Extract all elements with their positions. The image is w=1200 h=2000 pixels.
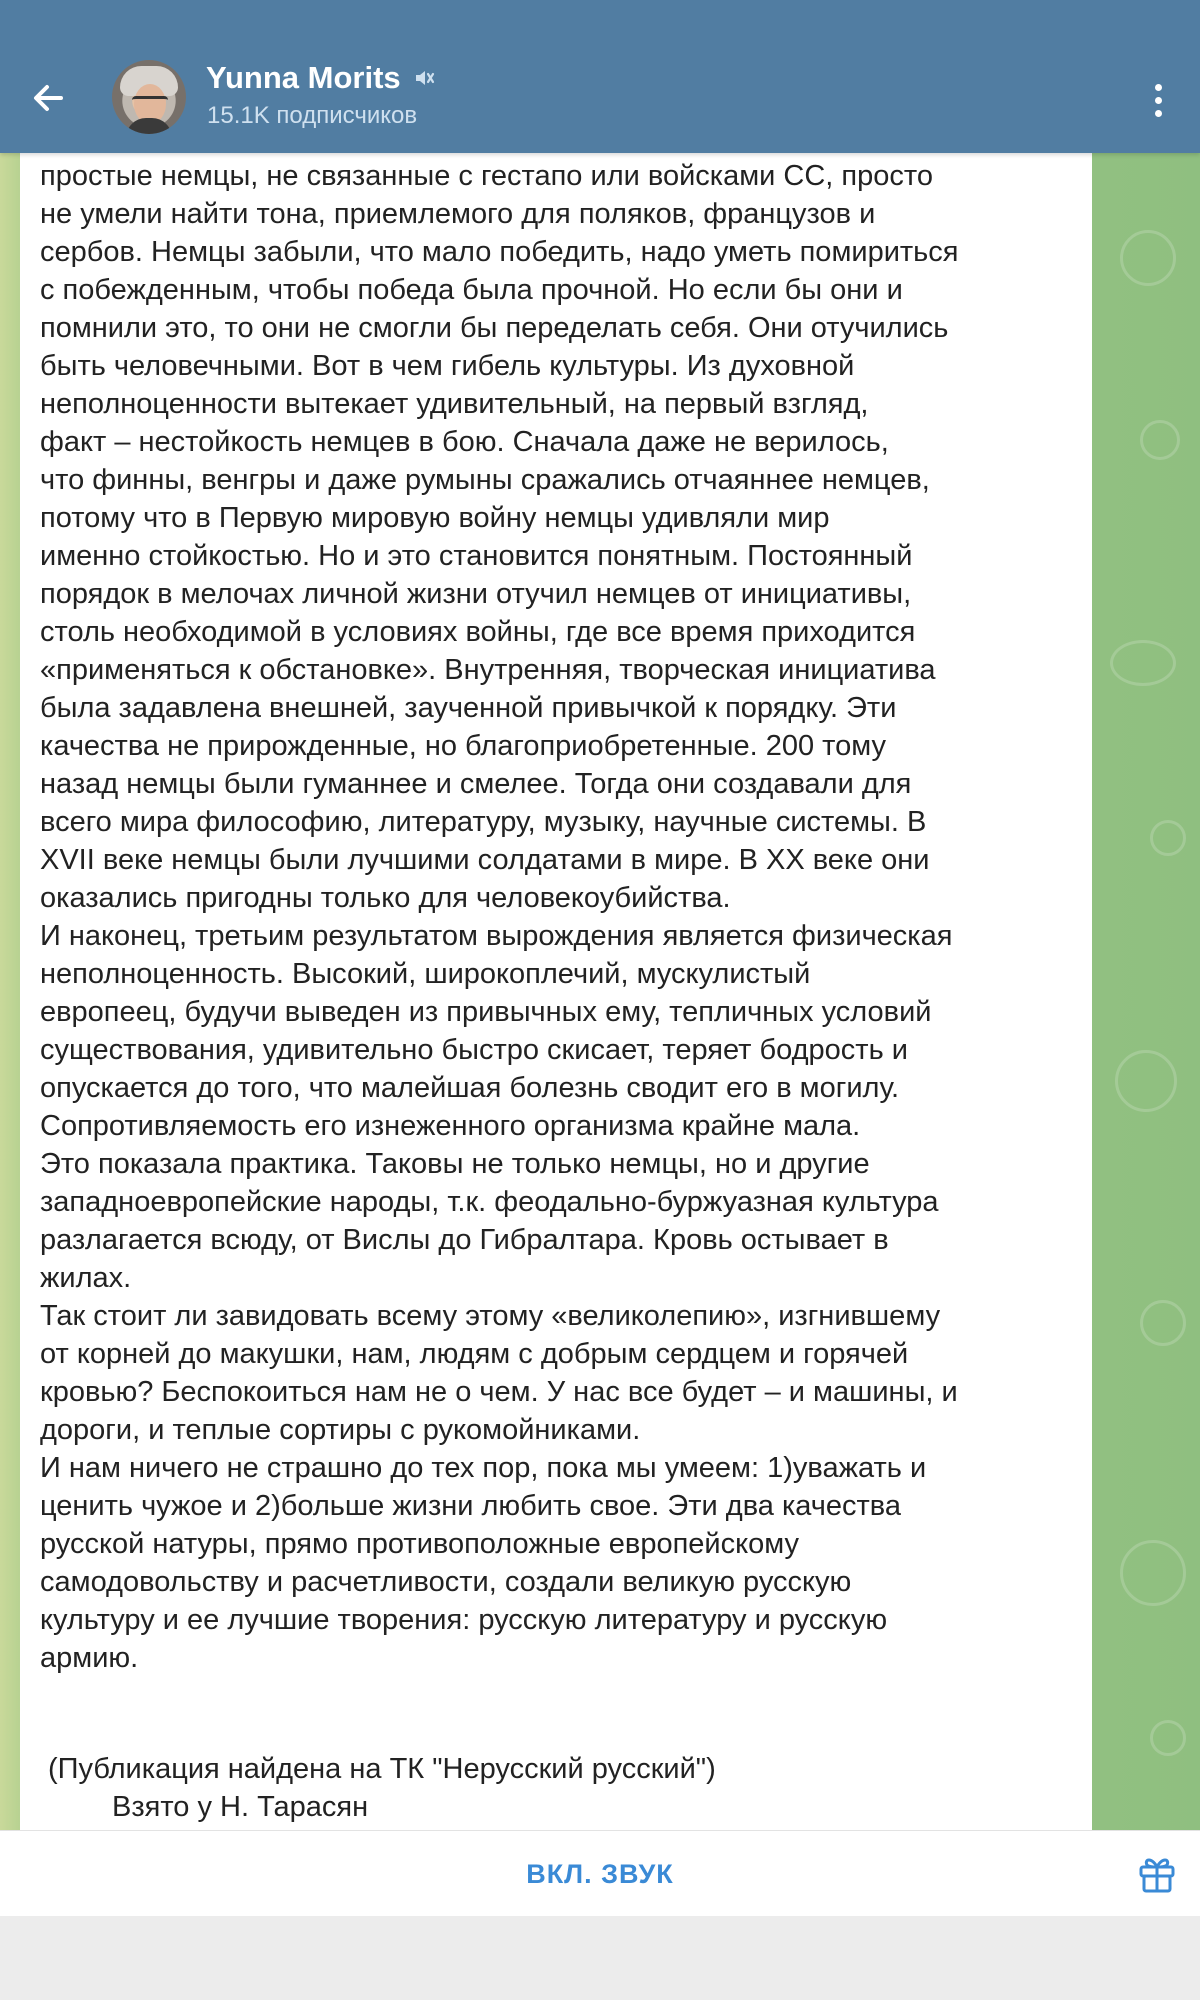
message-bubble[interactable]	[20, 153, 1092, 1830]
bottom-bar	[0, 1830, 1200, 1917]
more-menu-button[interactable]	[1136, 72, 1180, 128]
subscriber-count: 15.1K подписчиков	[207, 102, 418, 129]
arrow-left-icon	[31, 81, 65, 115]
gift-icon	[1134, 1851, 1180, 1897]
message-credit: Взято у Н. Тарасян	[112, 1791, 369, 1823]
channel-name: Yunna Morits	[206, 60, 401, 95]
back-button[interactable]	[20, 58, 76, 138]
message-text: простые немцы, не связанные с гестапо или войсками СС, просто не умели найти тона, приемлемого для поляков, французов и сербов. Немцы забыли, что мало победить, надо уметь помириться с побежденным, чтобы победа была прочной. Но если бы они и помнили это, то они не смогли бы переделать себя. Они отучились быть человечными. Вот в чем гибель культуры. Из духовной неполноценности вытекает удивительный, на первый взгляд, факт – нестойкость немцев в бою. Сначала даже не верилось, что финны, венгры и даже румыны сражались отчаяннее немцев, потому что в Первую мировую войну немцы удивляли мир именно стойкостью. Но и это становится понятным. Постоянный порядок в мелочах личной жизни отучил немцев от инициативы, столь необходимой в условиях войны, где все время приходится «применяться к обстановке». Внутренняя, творческая инициатива была задавлена внешней, заученной привычкой к порядку. Эти качества не прирожденные, но благоприобретенные. 200 тому назад немцы были гуманнее и смелее. Тогда они создавали для всего мира философию, литературу, музыку, научные системы. В XVII веке немцы были лучшими солдатами в мире. В XX веке они оказались пригодны только для человекоубийства. И наконец, третьим результатом вырождения является физическая неполноценность. Высокий, широкоплечий, мускулистый европеец, будучи выведен из привычных ему, тепличных условий существования, удивительно быстро скисает, теряет бодрость и опускается до того, что малейшая болезнь сводит его в могилу. Сопротивляемость его изнеженного организма крайне мала. Это показала практика. Таковы не только немцы, но и другие западноевропейские народы, т.к. феодально-буржуазная культура разлагается всюду, от Вислы до Гибралтара. Кровь остывает в жилах. Так стоит ли завидовать всему этому «великолепию», изгнившему от корней до макушки, нам, людям с добрым сердцем и горячей кровью? Беспокоиться нам не о чем. У нас все будет – и машины, и дороги, и теплые сортиры с рукомойниками. И нам ничего не страшно до тех пор, пока мы умеем: 1)уважать и ценить чужое и 2)больше жизни любить свое. Эти два качества русской натуры, прямо противоположные европейскому самодовольству и расчетливости, создали великую русскую культуру и ее лучшие творения: русскую литературу и русскую армию.	[40, 160, 959, 1674]
chat-header	[0, 0, 1200, 153]
channel-title[interactable]	[206, 60, 435, 96]
avatar[interactable]	[112, 60, 186, 134]
gift-button[interactable]	[1134, 1851, 1180, 1897]
more-vertical-icon	[1155, 84, 1162, 91]
unmute-button[interactable]: ВКЛ. ЗВУК	[526, 1858, 674, 1889]
message-source: (Публикация найдена на ТК "Нерусский русский")	[48, 1753, 716, 1785]
system-nav-area	[0, 1916, 1200, 2000]
muted-speaker-icon	[413, 67, 435, 89]
